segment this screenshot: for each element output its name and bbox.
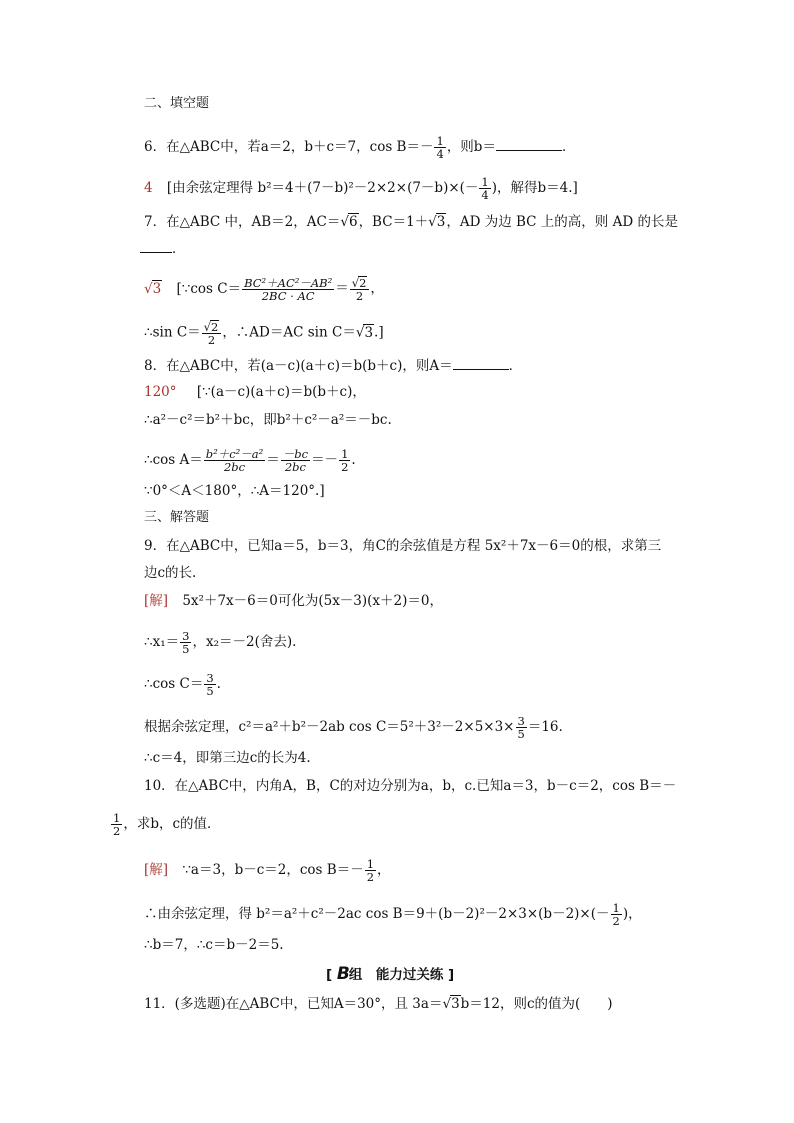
question-11: 11．(多选题)在△ABC中，已知A＝30°，且 3a＝√3b＝12，则c的值为( ): [144, 996, 613, 1012]
q7-solution: √3 [∵cos C＝ $\frac{\text{BC²＋AC²－AB²}}{2BC \cdot AC}$ ＝ $\frac{√2}{2}$ ，: [144, 275, 384, 303]
q6-text-2: ，则b＝: [446, 139, 496, 155]
section-heading-solve: 三、解答题: [144, 510, 210, 525]
sqrt-6: 6: [348, 214, 358, 230]
q7-answer-blank: [140, 240, 172, 253]
q6-text-1: 6．在△ABC中，若a＝2，b＋c＝7，cos B＝－: [144, 139, 434, 155]
question-7: 7．在△ABC 中，AB＝2，AC＝√6，BC＝1＋√3，AD 为边 BC 上的高，则 AD 的长是: [144, 214, 678, 230]
q6-sol-fraction: $\frac{1}{4}$: [481, 175, 489, 202]
group-b-mark: B: [336, 964, 349, 984]
sqrt-3: 3: [436, 214, 446, 230]
q7-cos-fraction: $\frac{\text{BC²＋AC²－AB²}}{2BC \cdot AC}$: [244, 275, 333, 303]
section-heading-fill-in: 二、填空题: [144, 96, 210, 111]
q8-solution-1: 120° [∵(a－c)(a＋c)＝b(b＋c)，: [144, 384, 366, 400]
question-8: 8．在△ABC中，若(a－c)(a＋c)＝b(b＋c)，则A＝ ．: [144, 358, 523, 374]
q9-solution-3: ∴cos C＝ $\frac{3}{5}$ .: [144, 671, 221, 698]
q9-solution-4: 根据余弦定理，c²＝a²＋b²－2ab cos C＝5²＋3²－2×5×3× $\frac{3}{5}$ ＝16.: [144, 714, 563, 741]
q8-solution-3: ∴cos A＝ $\frac{\text{b²＋c²－a²}}{2bc}$ ＝ $\frac{-bc}{2bc}$ ＝－ $\frac{1}{2}$ .: [144, 447, 356, 474]
q10-solution-3: ∴b＝7，∴c＝b－2＝5.: [144, 937, 284, 953]
q6-answer: 4: [144, 180, 153, 196]
q7-answer-line: ．: [140, 240, 186, 257]
q8-solution-2: ∴a²－c²＝b²＋bc，即b²＋c²－a²＝－bc.: [144, 412, 392, 428]
question-9-line-2: 边c的长.: [144, 565, 197, 581]
question-10-line-1: 10．在△ABC中，内角A，B，C的对边分别为a，b，c.已知a＝3，b－c＝2，cos B＝－: [144, 778, 677, 794]
q10-solution-2: ∴由余弦定理，得 b²＝a²＋c²－2ac cos B＝9＋(b－2)²－2×3×(b－2)×(－ $\frac{1}{2}$ )，: [144, 901, 642, 928]
q10-solution-tag: [解]: [144, 862, 169, 878]
q8-solution-4: ∵0°＜A＜180°，∴A＝120°.]: [144, 483, 325, 499]
q9-solution-1: [解] 5x²＋7x－6＝0可化为(5x－3)(x＋2)＝0，: [144, 593, 443, 609]
q6-fraction: $\frac{1}{4}$: [436, 134, 444, 161]
q7-answer: √3: [144, 280, 162, 297]
q8-answer-blank: [453, 357, 509, 370]
q7-sqrt2-fraction: $\frac{√2}{2}$: [350, 276, 370, 302]
q9-solution-2: ∴x₁＝ $\frac{3}{5}$ ，x₂＝－2(舍去).: [144, 629, 297, 656]
question-6: 6．在△ABC中，若a＝2，b＋c＝7，cos B＝－ $\frac{1}{4}$ ，则b＝ ．: [144, 134, 576, 161]
q6-answer-blank: [496, 138, 562, 151]
q6-solution: 4 [由余弦定理得 b²＝4＋(7－b)²－2×2×(7－b)×(－ $\frac{1}{4}$ )，解得b＝4.]: [144, 175, 578, 202]
q7-solution-2: ∴sin C＝ $\frac{√2}{2}$ ，∴AD＝AC sin C＝√3.]: [144, 320, 384, 347]
q10-solution-1: [解] ∵a＝3，b－c＝2，cos B＝－ $\frac{1}{2}$ ，: [144, 857, 391, 884]
q9-solution-tag: [解]: [144, 593, 169, 609]
q9-solution-5: ∴c＝4，即第三边c的长为4.: [144, 750, 311, 766]
group-b-heading: [ B组 能力过关练 ]: [326, 964, 455, 984]
question-9-line-1: 9．在△ABC中，已知a＝5，b＝3，角C的余弦值是方程 5x²＋7x－6＝0的根，求第三: [144, 538, 662, 554]
question-10-line-2: $\frac{1}{2}$ ，求b，c的值．: [113, 811, 221, 838]
q8-answer: 120°: [144, 384, 177, 400]
